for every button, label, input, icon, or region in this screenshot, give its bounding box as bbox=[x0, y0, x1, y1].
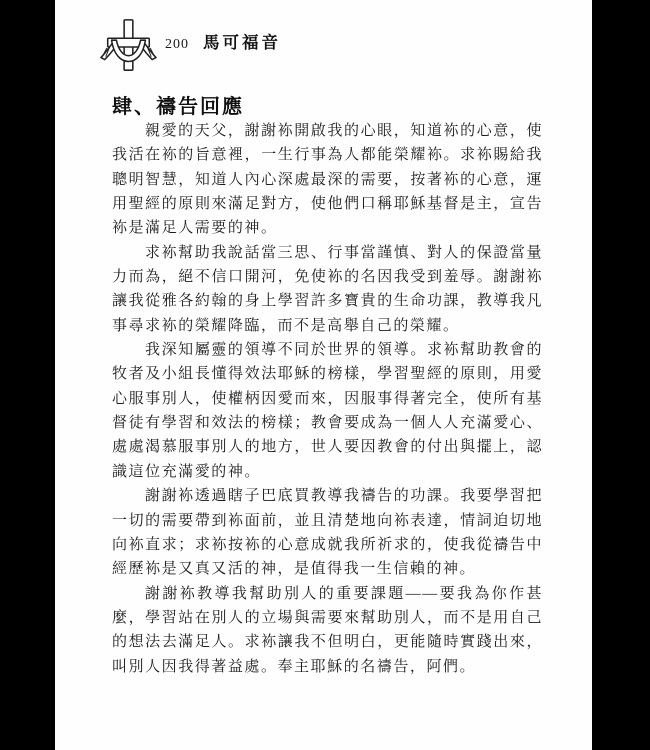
text-line: 處處渴慕服事別人的地方，世人要因教會的付出與擺上，認 bbox=[112, 439, 543, 456]
text-line: 督徒有學習和效法的榜樣；教會要成為一個人人充滿愛心、 bbox=[112, 415, 543, 432]
text-line: 牧者及小組長懂得效法耶穌的榜樣，學習聖經的原則，用愛 bbox=[112, 366, 543, 383]
text-line: 識這位充滿愛的神。 bbox=[112, 463, 261, 480]
text-line: 求袮幫助我說話當三思、行事當謹慎、對人的保證當量 bbox=[145, 244, 543, 261]
text-line: 力而為，絕不信口開河，免使袮的名因我受到羞辱。謝謝袮 bbox=[112, 269, 543, 286]
scan-edge-right bbox=[592, 0, 650, 750]
text-line: 經歷袮是又真又活的神，是值得我一生信賴的神。 bbox=[112, 561, 477, 578]
text-line: 袮是滿足人需要的神。 bbox=[112, 220, 278, 237]
cross-drape-logo-icon bbox=[99, 17, 157, 75]
text-line: 叫別人因我得著益處。奉主耶穌的名禱告，阿們。 bbox=[112, 658, 477, 675]
text-line: 的想法去滿足人。求袮讓我不但明白，更能隨時實踐出來， bbox=[112, 634, 543, 651]
text-line: 我深知屬靈的領導不同於世界的領導。求袮幫助教會的 bbox=[145, 342, 543, 359]
text-line: 讓我從雅各約翰的身上學習許多寶貴的生命功課，教導我凡 bbox=[112, 293, 543, 310]
text-line: 謝謝袮透過瞎子巴底買教導我禱告的功課。我要學習把 bbox=[145, 488, 543, 505]
text-line: 事尋求袮的榮耀降臨，而不是高舉自己的榮耀。 bbox=[112, 317, 460, 334]
section-heading: 肆、禱告回應 bbox=[112, 96, 244, 118]
text-line: 心服事別人，使權柄因愛而來，因服事得著完全，使所有基 bbox=[112, 390, 543, 407]
text-line: 一切的需要帶到袮面前，並且清楚地向袮表達，情詞迫切地 bbox=[112, 512, 543, 529]
text-line: 用聖經的原則來滿足對方，使他們口稱耶穌基督是主，宣告 bbox=[112, 196, 543, 213]
text-line: 聰明智慧，知道人內心深處最深的需要，按著袮的心意，運 bbox=[112, 171, 543, 188]
prayer-body bbox=[112, 119, 543, 679]
scan-edge-left bbox=[0, 0, 55, 750]
book-title: 馬可福音 bbox=[203, 33, 281, 52]
text-line: 麼，學習站在別人的立場與需要來幫助別人，而不是用自己 bbox=[112, 609, 543, 626]
text-line: 親愛的天父，謝謝袮開啟我的心眼，知道袮的心意，使 bbox=[145, 123, 543, 139]
text-line: 謝謝袮教導我幫助別人的重要課題——要我為你作甚 bbox=[145, 585, 543, 602]
text-line: 向袮直求；求袮按袮的心意成就我所祈求的，使我從禱告中 bbox=[112, 536, 543, 553]
page-number: 200 bbox=[165, 37, 189, 52]
text-line: 我活在袮的旨意裡，一生行事為人都能榮耀袮。求袮賜給我 bbox=[112, 147, 543, 164]
page-header bbox=[99, 17, 281, 75]
